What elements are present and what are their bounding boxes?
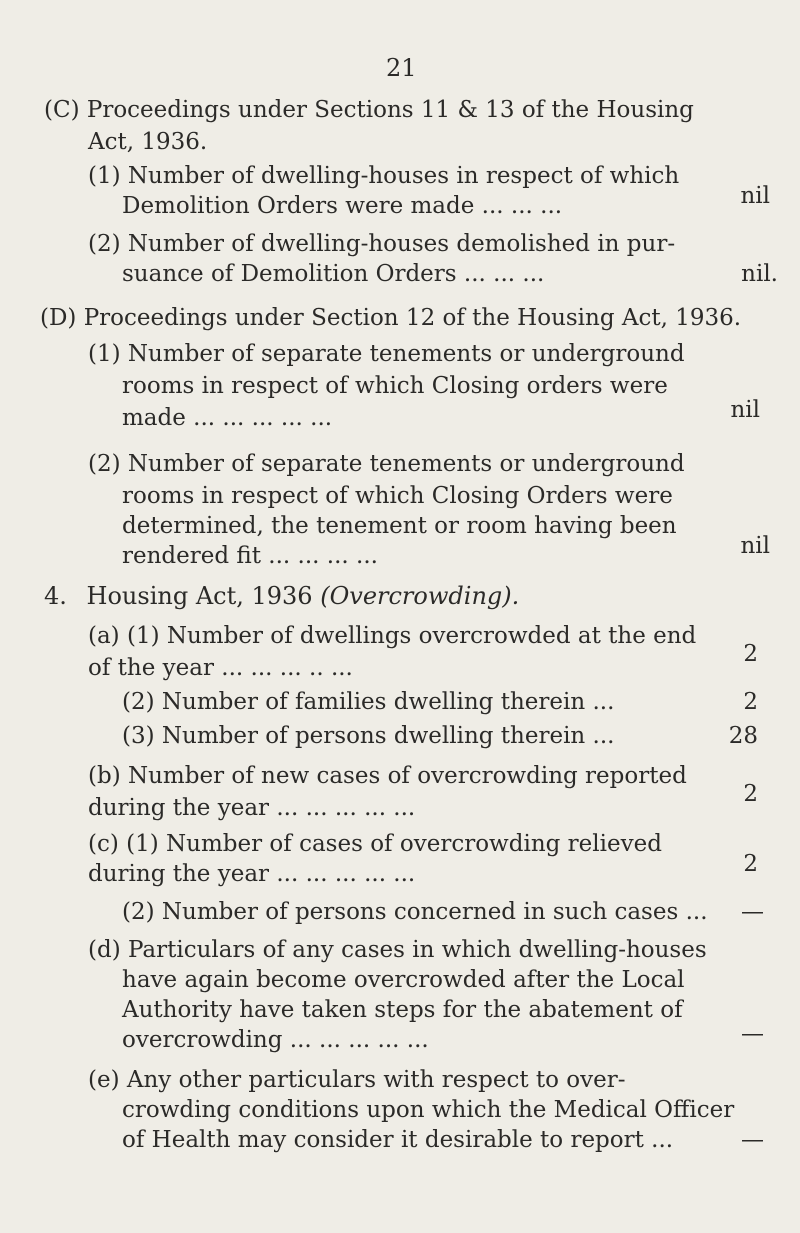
- section-c-item2-value: nil.: [741, 261, 778, 287]
- section-c-item1-line2: Demolition Orders were made ... ... ...: [122, 193, 563, 219]
- section-4-e-line2: crowding conditions upon which the Medical Officer: [122, 1097, 735, 1123]
- section-4-d-line3: Authority have taken steps for the abatement of: [122, 997, 683, 1023]
- section-d-heading: (D) Proceedings under Section 12 of the Housing Act, 1936.: [40, 305, 742, 331]
- section-c-item1-line1: (1) Number of dwelling-houses in respect of which: [88, 163, 680, 189]
- section-4-a1-line2: of the year ... ... ... .. ...: [88, 655, 353, 681]
- section-d-item1-value: nil: [730, 397, 760, 423]
- section-4-a3-line: (3) Number of persons dwelling therein ...: [122, 723, 615, 749]
- section-4-d-line1: (d) Particulars of any cases in which dwelling-houses: [88, 937, 707, 963]
- section-4-e-line3: of Health may consider it desirable to report ...: [122, 1127, 674, 1153]
- section-4-title: Housing Act, 1936: [86, 582, 313, 610]
- section-4-subtitle: (Overcrowding).: [320, 582, 520, 610]
- section-4-c2-value: —: [741, 899, 764, 925]
- section-d-item2-line1: (2) Number of separate tenements or underground: [88, 451, 685, 477]
- section-4-d-line4: overcrowding ... ... ... ... ...: [122, 1027, 429, 1053]
- section-d-item2-line2: rooms in respect of which Closing Orders were: [122, 483, 673, 509]
- section-d-item1-line2: rooms in respect of which Closing orders were: [122, 373, 668, 399]
- section-4-number: 4.: [44, 582, 67, 610]
- section-c-item1-value: nil: [740, 183, 770, 209]
- section-c-item2-line2: suance of Demolition Orders ... ... ...: [122, 261, 545, 287]
- section-4-c1-value: 2: [743, 851, 758, 877]
- section-4-a1-line1: (a) (1) Number of dwellings overcrowded at the end: [88, 623, 697, 649]
- section-4-e-value: —: [741, 1127, 764, 1153]
- section-d-item2-line4: rendered fit ... ... ... ...: [122, 543, 378, 569]
- section-c-item2-line1: (2) Number of dwelling-houses demolished in pur-: [88, 231, 676, 257]
- section-4-b-line2: during the year ... ... ... ... ...: [88, 795, 416, 821]
- section-4-c2-line: (2) Number of persons concerned in such cases ...: [122, 899, 708, 925]
- section-4-b-line1: (b) Number of new cases of overcrowding reported: [88, 763, 687, 789]
- section-4-a2-line: (2) Number of families dwelling therein ...: [122, 689, 615, 715]
- section-4-d-line2: have again become overcrowded after the Local: [122, 967, 685, 993]
- section-c-heading-line1: (C) Proceedings under Sections 11 & 13 of the Housing: [44, 97, 694, 123]
- section-d-item1-line1: (1) Number of separate tenements or underground: [88, 341, 685, 367]
- section-4-b-value: 2: [743, 781, 758, 807]
- section-4-a3-value: 28: [728, 723, 758, 749]
- section-4-heading: [44, 582, 519, 610]
- section-d-item1-line3: made ... ... ... ... ...: [122, 405, 333, 431]
- section-d-item2-line3: determined, the tenement or room having been: [122, 513, 677, 539]
- section-4-a1-value: 2: [743, 641, 758, 667]
- section-4-c1-line2: during the year ... ... ... ... ...: [88, 861, 416, 887]
- section-4-e-line1: (e) Any other particulars with respect to over-: [88, 1067, 626, 1093]
- section-4-d-value: —: [741, 1021, 764, 1047]
- section-4-a2-value: 2: [743, 689, 758, 715]
- section-4-c1-line1: (c) (1) Number of cases of overcrowding relieved: [88, 831, 662, 857]
- section-c-heading-line2: Act, 1936.: [88, 129, 208, 155]
- page-number: 21: [386, 54, 417, 82]
- section-d-item2-value: nil: [740, 533, 770, 559]
